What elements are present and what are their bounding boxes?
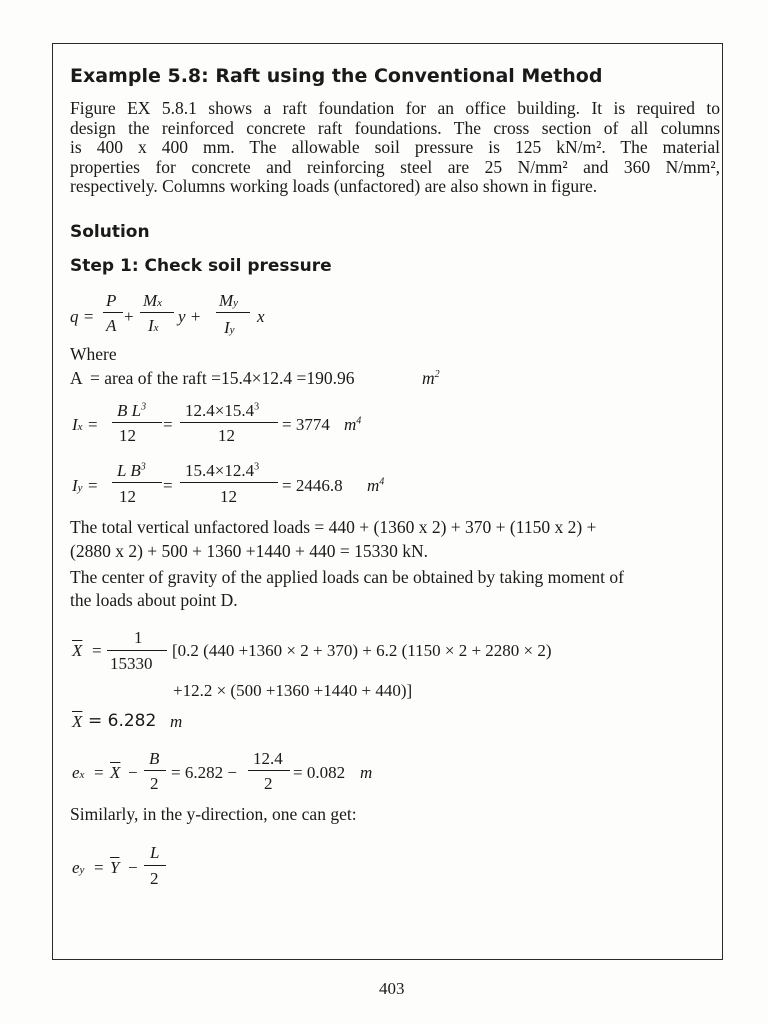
ix-symbol: Ix: [148, 316, 159, 335]
area-label: A: [70, 368, 83, 388]
cg-line-1: The center of gravity of the applied loads can be obtained by taking moment of: [70, 567, 624, 587]
fraction-line: [180, 422, 278, 423]
iy-numerator-lb3: L $B^3$: [117, 461, 146, 480]
fraction-line: [144, 865, 166, 866]
intro-line: is 400 x 400 mm. The allowable soil pressure is 125 kN/m². The material: [70, 137, 720, 158]
ix-symbol: Ix =: [72, 415, 99, 434]
xbar-symbol: $\overline{X}$: [110, 763, 121, 782]
intro-paragraph: [70, 99, 720, 197]
area-unit: $m^2$: [422, 368, 440, 388]
equals-sign: =: [94, 763, 104, 782]
fraction-line: [180, 482, 278, 483]
ix-denominator-2: 12: [218, 426, 235, 445]
fraction-line: [144, 770, 166, 771]
q-symbol: q =: [70, 307, 95, 326]
ix-numerator-bl3: B $L^3$: [117, 401, 147, 420]
ex-two-2: 2: [264, 774, 273, 793]
fraction-line: [103, 312, 123, 313]
intro-line: properties for concrete and reinforcing steel are 25 N/mm² and 360 N/mm²,: [70, 156, 720, 177]
iy-denominator-1: 12: [119, 487, 136, 506]
fraction-line: [140, 312, 174, 313]
xbar-result: = 6.282: [88, 711, 157, 731]
xbar-denominator: 15330: [110, 654, 153, 673]
ex-middle: = 6.282 −: [171, 763, 237, 782]
cg-line-2: the loads about point D.: [70, 590, 238, 610]
total-loads-line-2: (2880 x 2) + 500 + 1360 +1440 + 440 = 15330 kN.: [70, 541, 429, 561]
iy-numerator-expr: $15.4\times 12.4^3$: [185, 461, 260, 480]
fraction-line: [112, 422, 162, 423]
equals-sign: =: [163, 476, 173, 495]
iy-result: = 2446.8: [282, 476, 343, 495]
iy-unit: $m^4$: [367, 476, 385, 495]
p-symbol: P: [106, 291, 117, 310]
xbar-bracket-line-1: [0.2 (440 +1360 × 2 + 370) + 6.2 (1150 × 2 + 2280 × 2): [172, 641, 552, 660]
ix-unit: $m^4$: [344, 415, 362, 434]
iy-symbol: Iy =: [72, 476, 99, 495]
similarly-text: Similarly, in the y-direction, one can get:: [70, 804, 357, 824]
ix-result: = 3774: [282, 415, 330, 434]
solution-heading: Solution: [70, 222, 150, 242]
intro-line: design the reinforced concrete raft foundations. The cross section of all columns: [70, 117, 720, 138]
page-number: 403: [379, 979, 405, 998]
fraction-line: [248, 770, 290, 771]
iy-symbol: Iy: [224, 318, 235, 337]
where-label: Where: [70, 344, 117, 364]
equals-sign: =: [163, 415, 173, 434]
ex-numerator-2: 12.4: [253, 749, 283, 768]
example-title: Example 5.8: Raft using the Conventional Method: [70, 65, 603, 87]
mx-symbol: Mx: [143, 291, 163, 310]
iy-denominator-2: 12: [220, 487, 237, 506]
minus-sign: −: [128, 763, 138, 782]
ex-b: B: [149, 749, 160, 768]
intro-line: respectively. Columns working loads (unfactored) are also shown in figure.: [70, 176, 598, 197]
ybar-symbol: $\overline{Y}$: [110, 858, 120, 877]
equals-sign: =: [92, 641, 102, 660]
ex-symbol: ex: [72, 763, 85, 782]
ey-two: 2: [150, 869, 159, 888]
plus-sign: +: [124, 307, 134, 326]
area-text: = area of the raft =15.4×12.4 =190.96: [90, 368, 355, 388]
xbar-numerator: 1: [134, 628, 143, 647]
ey-l: L: [150, 843, 160, 862]
xbar-bracket-line-2: +12.2 × (500 +1360 +1440 + 440)]: [173, 681, 413, 700]
fraction-line: [107, 650, 167, 651]
a-symbol: A: [106, 316, 117, 335]
ex-two-1: 2: [150, 774, 159, 793]
ix-numerator-expr: $12.4\times 15.4^3$: [185, 401, 260, 420]
fraction-line: [112, 482, 162, 483]
minus-sign: −: [128, 858, 138, 877]
y-variable: y +: [178, 307, 202, 326]
ex-unit: m: [360, 763, 373, 782]
xbar-unit: m: [170, 712, 183, 731]
ey-symbol: ey: [72, 858, 85, 877]
fraction-line: [216, 312, 250, 313]
xbar-symbol: $\overline{X}$: [72, 712, 83, 731]
ex-result: = 0.082: [293, 763, 346, 782]
equals-sign: =: [94, 858, 104, 877]
xbar-symbol: $\overline{X}$: [72, 641, 83, 660]
ix-denominator-1: 12: [119, 426, 136, 445]
my-symbol: My: [219, 291, 239, 310]
total-loads-line-1: The total vertical unfactored loads = 440 + (1360 x 2) + 370 + (1150 x 2) +: [70, 517, 597, 537]
step1-heading: Step 1: Check soil pressure: [70, 256, 332, 276]
x-variable: x: [257, 307, 265, 326]
intro-line: Figure EX 5.8.1 shows a raft foundation for an office building. It is required to: [70, 98, 720, 118]
